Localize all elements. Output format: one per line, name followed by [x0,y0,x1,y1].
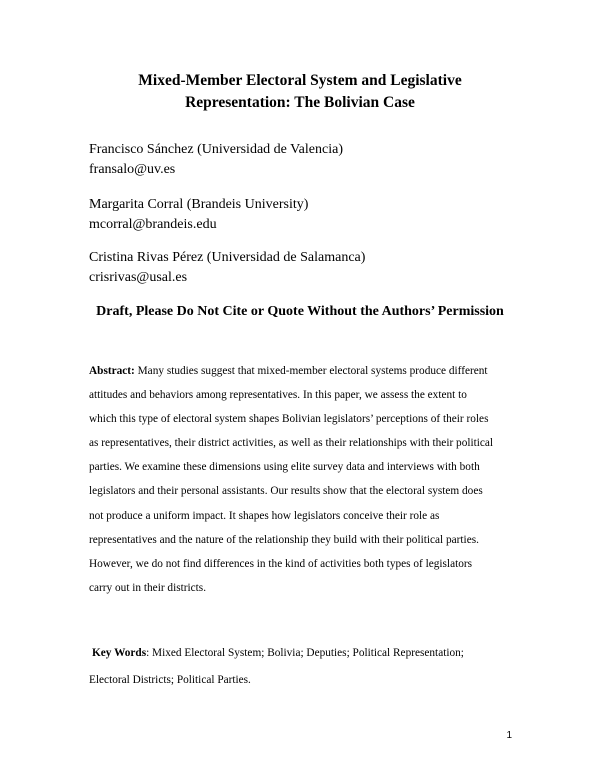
abstract-line: as representatives, their district activities, as well as their relationships with their political [89,437,494,450]
abstract-line: However, we do not find differences in the kind of activities both types of legislators [89,557,473,570]
keywords-line: Electoral Districts; Political Parties. [89,674,251,686]
abstract-line: representatives and the nature of the relationship they build with their political parties. [89,533,479,546]
author-name: Cristina Rivas Pérez (Universidad de Salamanca) [89,250,366,265]
author-block-1 [89,140,343,180]
abstract-line: carry out in their districts. [89,581,207,594]
author-email: mcorral@brandeis.edu [89,217,217,232]
author-block-2 [89,195,308,235]
title-line-2: Representation: The Bolivian Case [185,94,415,111]
author-email: fransalo@uv.es [89,162,176,177]
abstract-line: parties. We examine these dimensions using elite survey data and interviews with both [89,461,480,474]
author-block-3 [89,248,365,288]
abstract [89,359,519,600]
keywords-label: Key Words [92,647,147,659]
author-email: crisrivas@usal.es [89,270,188,285]
keywords-text: : Mixed Electoral System; Bolivia; Deputies; Political Representation; [146,647,464,659]
abstract-line: not produce a uniform impact. It shapes how legislators conceive their role as [89,509,440,522]
keywords-line [89,640,519,667]
keywords [89,640,519,694]
author-name: Margarita Corral (Brandeis University) [89,197,309,212]
abstract-line: legislators and their personal assistants. Our results show that the electoral system does [89,485,483,498]
abstract-line-text: Many studies suggest that mixed-member electoral systems produce different [134,365,488,377]
abstract-line: attitudes and behaviors among representatives. In this paper, we assess the extent to [89,389,467,402]
author-name: Francisco Sánchez (Universidad de Valencia) [89,142,343,157]
paper-title [60,70,540,114]
page-number: 1 [506,730,512,741]
abstract-label: Abstract: [89,365,135,377]
abstract-line [89,359,519,383]
abstract-line: which this type of electoral system shapes Bolivian legislators’ perceptions of their roles [89,413,489,426]
title-line-1: Mixed-Member Electoral System and Legislative [138,72,462,89]
draft-notice: Draft, Please Do Not Cite or Quote Without the Authors’ Permission [96,304,504,319]
